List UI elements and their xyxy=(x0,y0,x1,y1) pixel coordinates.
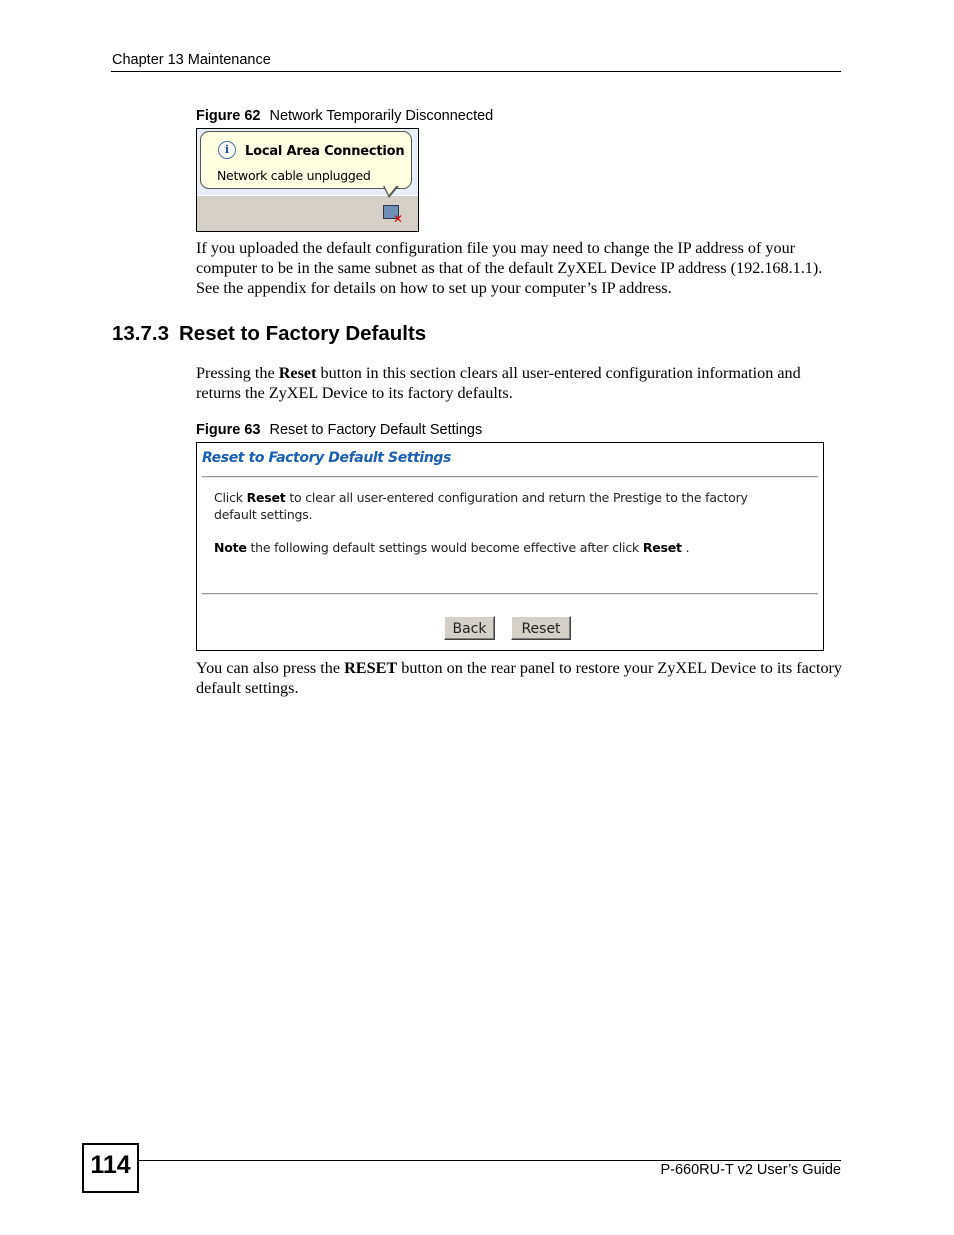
figure-62-label: Figure 62 xyxy=(196,108,261,124)
error-x-icon: ✕ xyxy=(393,212,404,226)
footer-guide-title: P-660RU-T v2 User’s Guide xyxy=(660,1162,841,1178)
reset-note: Note the following default settings would become effective after click Reset . xyxy=(214,540,690,555)
running-header: Chapter 13 Maintenance xyxy=(112,52,271,68)
page-number-box xyxy=(82,1143,139,1193)
figure-62-screenshot xyxy=(196,128,419,232)
figure-62-title: Network Temporarily Disconnected xyxy=(269,108,494,124)
figure-62-caption xyxy=(196,108,493,124)
info-icon: i xyxy=(218,141,236,159)
reset-button[interactable]: Reset xyxy=(511,616,571,640)
header-rule xyxy=(111,71,841,72)
panel-divider-top xyxy=(202,476,818,478)
balloon-title: Local Area Connection xyxy=(245,144,405,159)
figure-63-title: Reset to Factory Default Settings xyxy=(269,422,483,438)
figure-63-caption xyxy=(196,422,482,438)
paragraph-reset-button: You can also press the RESET button on the rear panel to restore your ZyXEL Device to its factory default settings. xyxy=(196,659,843,697)
panel-divider-bottom xyxy=(202,593,818,595)
footer-rule xyxy=(139,1160,841,1161)
figure-63-label: Figure 63 xyxy=(196,422,261,438)
paragraph-reset-intro: Pressing the Reset button in this section clears all user-entered configuration information and returns the ZyXEL Device to its factory defaults. xyxy=(196,364,801,402)
page-number: 114 xyxy=(90,1151,131,1179)
section-number: 13.7.3 xyxy=(112,322,169,345)
panel-title: Reset to Factory Default Settings xyxy=(202,450,451,466)
paragraph-ip-address: If you uploaded the default configuration file you may need to change the IP address of your computer to be in the same subnet as that of the default ZyXEL Device IP address (192.168.1.1). See the appendix for details on how to set up your computer’s IP address. xyxy=(196,239,823,297)
figure-63-screenshot xyxy=(196,442,824,651)
reset-instructions: Click Reset to clear all user-entered configuration and return the Prestige to the factory default settings. xyxy=(214,490,748,522)
notification-balloon xyxy=(200,131,412,189)
balloon-message: Network cable unplugged xyxy=(217,168,371,183)
section-heading xyxy=(112,322,426,346)
back-button[interactable]: Back xyxy=(444,616,495,640)
section-title: Reset to Factory Defaults xyxy=(179,322,427,345)
